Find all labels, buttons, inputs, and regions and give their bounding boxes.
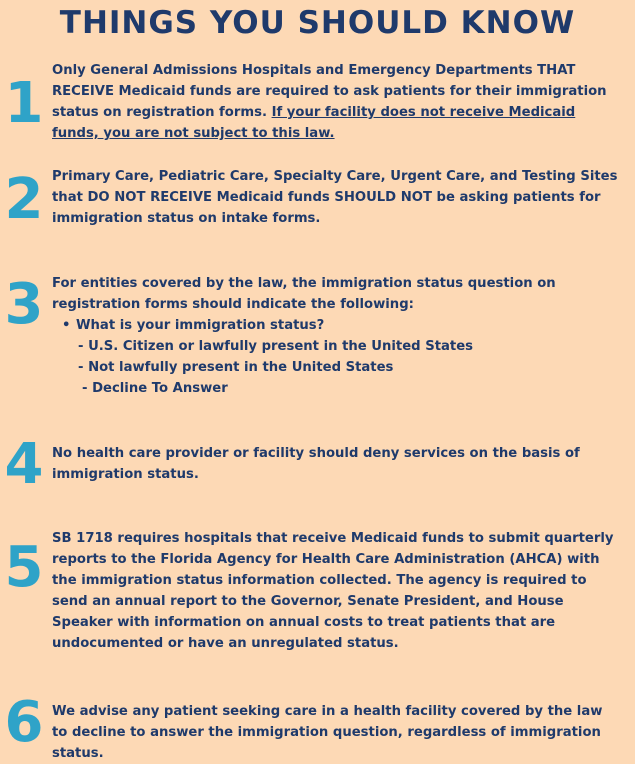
- item-text-3: [52, 273, 622, 399]
- item-text-5: SB 1718 requires hospitals that receive Medicaid funds to submit quarterly reports to the Florida Agency for Health Care Administration (AHCA) with the immigration status information collected. The agency is required to send an annual report to the Governor, Senate President, and House Speaker with information on annual costs to treat patients that are undocumented or have an unregulated status.: [52, 531, 614, 651]
- item-1-main-text: Only General Admissions Hospitals and Emergency Departments THAT RECEIVE Medicaid funds are required to ask patients for their immigration status on registration forms.: [52, 63, 607, 120]
- page-title: THINGS YOU SHOULD KNOW: [59, 5, 576, 41]
- item-3-option-3: - Decline To Answer: [82, 381, 228, 396]
- item-number-4: 4: [4, 432, 44, 497]
- item-3-bullet: [52, 315, 622, 336]
- item-text-2: Primary Care, Pediatric Care, Specialty Care, Urgent Care, and Testing Sites that DO NOT RECEIVE Medicaid funds SHOULD NOT be asking patients for immigration status on intake forms.: [52, 169, 618, 226]
- item-number-5: 5: [4, 535, 44, 600]
- item-3-bullet-text: What is your immigration status?: [76, 318, 325, 333]
- bullet-dot-icon: •: [62, 318, 71, 333]
- item-3-intro: For entities covered by the law, the immigration status question on registration forms should indicate the following:: [52, 276, 556, 312]
- item-text-4: No health care provider or facility should deny services on the basis of immigration status.: [52, 446, 580, 482]
- item-3-option-2: - Not lawfully present in the United States: [78, 360, 394, 375]
- item-number-6: 6: [4, 690, 44, 755]
- item-text-1: [52, 60, 622, 144]
- item-3-option-1: - U.S. Citizen or lawfully present in the United States: [78, 339, 474, 354]
- item-1-underlined-text: If your facility does not receive Medicaid funds, you are not subject to this law.: [52, 105, 576, 141]
- item-text-1-body: [52, 60, 622, 144]
- item-number-2: 2: [4, 167, 44, 232]
- item-number-3: 3: [4, 272, 44, 337]
- item-text-6: We advise any patient seeking care in a health facility covered by the law to decline to answer the immigration question, regardless of immigration status.: [52, 704, 603, 761]
- item-number-1: 1: [4, 71, 44, 136]
